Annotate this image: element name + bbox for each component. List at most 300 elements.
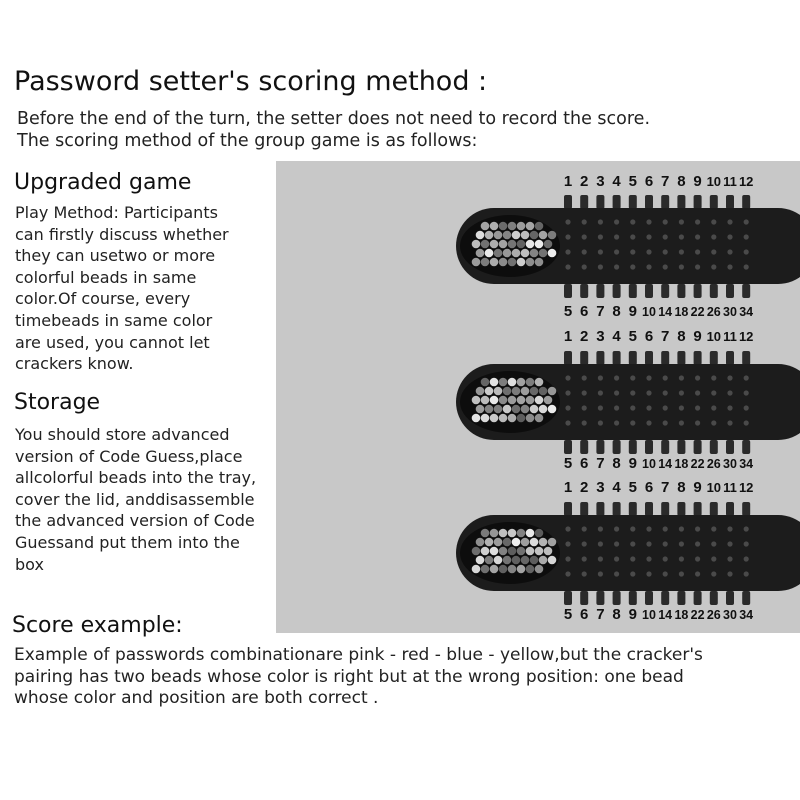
peg-bottom [661,440,669,454]
guess-hole [663,556,668,561]
guess-hole [646,541,651,546]
guess-hole [598,375,603,380]
score-number-bottom: 18 [674,608,689,622]
colored-bead [490,565,499,574]
peg-number-top: 11 [723,174,737,189]
peg-top [710,502,718,516]
guess-hole [598,219,603,224]
guess-hole [744,375,749,380]
guess-hole [630,234,635,239]
guess-hole [744,420,749,425]
colored-bead [535,414,544,423]
colored-bead [530,231,539,240]
peg-top [645,195,653,209]
guess-hole [598,264,603,269]
guess-hole [695,556,700,561]
guess-hole [598,249,603,254]
guess-hole [679,420,684,425]
guess-hole [663,571,668,576]
peg-top [661,195,669,209]
score-number-bottom: 14 [658,457,673,471]
guess-hole [565,219,570,224]
colored-bead [490,529,499,538]
colored-bead [517,222,526,231]
score-number-bottom: 10 [642,305,656,319]
peg-bottom [596,284,604,298]
peg-number-top: 10 [706,480,722,495]
score-number-bottom: 30 [723,608,737,622]
colored-bead [494,387,503,396]
score-number-bottom: 5 [563,455,573,472]
peg-top [613,502,621,516]
guess-hole [711,375,716,380]
guess-hole [711,219,716,224]
text-line: timebeads in same color [15,310,213,330]
colored-bead [530,556,539,565]
guess-hole [663,264,668,269]
peg-bottom [629,440,637,454]
guess-hole [727,526,732,531]
colored-bead [521,538,530,547]
colored-bead [530,387,539,396]
colored-bead [485,249,494,258]
peg-top [564,195,572,209]
peg-top [694,502,702,516]
guess-hole [582,571,587,576]
guess-hole [598,420,603,425]
text-line: You should store advanced [15,425,230,444]
colored-bead [503,231,512,240]
colored-bead [490,222,499,231]
guess-hole [646,556,651,561]
colored-bead [521,556,530,565]
guess-hole [614,264,619,269]
peg-top [596,351,604,365]
colored-bead [481,396,490,405]
peg-number-top: 4 [612,328,621,345]
colored-bead [494,538,503,547]
guess-hole [744,264,749,269]
guess-hole [614,219,619,224]
peg-bottom [629,284,637,298]
peg-bottom [710,284,718,298]
peg-number-top: 9 [693,173,702,190]
guess-hole [695,405,700,410]
guess-hole [630,556,635,561]
guess-hole [744,249,749,254]
guess-hole [565,264,570,269]
guess-hole [663,375,668,380]
colored-bead [508,529,517,538]
colored-bead [517,240,526,249]
peg-top [613,195,621,209]
guess-hole [695,249,700,254]
peg-top [580,502,588,516]
guess-hole [565,541,570,546]
guess-hole [727,541,732,546]
game-board-illustration [276,161,800,633]
peg-number-top: 7 [661,479,670,496]
colored-bead [472,414,481,423]
guess-hole [646,390,651,395]
guess-hole [695,420,700,425]
colored-bead [499,258,508,267]
colored-bead [485,538,494,547]
peg-number-top: 8 [677,173,686,190]
colored-bead [548,556,557,565]
guess-hole [727,375,732,380]
colored-bead [503,249,512,258]
guess-hole [582,219,587,224]
intro-line: The scoring method of the group game is as follows: [17,131,478,151]
guess-hole [614,571,619,576]
peg-bottom [726,284,734,298]
guess-hole [744,571,749,576]
colored-bead [508,240,517,249]
peg-bottom [677,440,685,454]
peg-number-top: 7 [661,173,670,190]
peg-top [629,195,637,209]
text-line: Example of passwords combinationare pink - red - blue - yellow,but the cracker's [14,645,703,665]
page-title: Password setter's scoring method : [14,66,488,97]
colored-bead [539,231,548,240]
score-number-bottom: 30 [723,457,737,471]
guess-hole [711,405,716,410]
colored-bead [481,258,490,267]
guess-hole [598,526,603,531]
guess-hole [695,541,700,546]
colored-bead [490,378,499,387]
guess-hole [744,526,749,531]
score-number-bottom: 26 [706,305,721,319]
peg-top [710,195,718,209]
peg-number-top: 8 [677,328,686,345]
text-line: whose color and position are both correct . [14,688,379,708]
text-line: Guessand put them into the [15,532,240,552]
peg-number-top: 12 [738,480,754,495]
guess-hole [582,420,587,425]
peg-number-top: 11 [723,329,737,344]
guess-hole [565,571,570,576]
colored-bead [535,222,544,231]
peg-number-top: 8 [677,479,686,496]
guess-hole [630,249,635,254]
guess-hole [663,420,668,425]
peg-top [580,351,588,365]
guess-hole [630,375,635,380]
guess-hole [679,234,684,239]
guess-hole [630,405,635,410]
peg-number-top: 1 [563,328,573,345]
score-number-bottom: 18 [674,457,689,471]
guess-hole [646,526,651,531]
peg-bottom [564,284,572,298]
score-number-bottom: 22 [690,457,705,471]
guess-hole [565,420,570,425]
colored-bead [526,565,535,574]
peg-number-top: 3 [596,173,605,190]
guess-hole [565,375,570,380]
colored-bead [521,249,530,258]
guess-hole [711,420,716,425]
guess-hole [614,234,619,239]
guess-hole [646,249,651,254]
guess-hole [711,234,716,239]
text-line: they can usetwo or more [15,246,216,266]
text-line: Play Method: Participants [15,203,218,222]
score-number-bottom: 26 [706,608,721,622]
guess-hole [744,405,749,410]
guess-hole [630,219,635,224]
colored-bead [476,231,485,240]
score-number-bottom: 14 [658,608,673,622]
guess-hole [582,234,587,239]
guess-hole [695,571,700,576]
guess-hole [614,375,619,380]
peg-number-top: 5 [628,173,637,190]
score-number-bottom: 7 [596,303,605,320]
guess-hole [695,526,700,531]
guess-hole [679,219,684,224]
colored-bead [503,405,512,414]
peg-top [742,195,750,209]
peg-bottom [694,591,702,605]
guess-hole [695,219,700,224]
colored-bead [499,529,508,538]
colored-bead [535,529,544,538]
score-number-bottom: 7 [596,455,605,472]
guess-hole [711,541,716,546]
guess-hole [614,249,619,254]
peg-bottom [564,591,572,605]
peg-bottom [580,284,588,298]
peg-bottom [629,591,637,605]
game-board-photo [276,161,800,633]
colored-bead [539,556,548,565]
score-number-bottom: 6 [580,455,589,472]
colored-bead [490,547,499,556]
guess-hole [582,526,587,531]
guess-hole [744,556,749,561]
peg-bottom [677,591,685,605]
guess-hole [727,571,732,576]
colored-bead [472,565,481,574]
peg-bottom [677,284,685,298]
text-line: color.Of course, every [15,289,191,309]
peg-number-top: 2 [580,479,589,496]
colored-bead [508,396,517,405]
peg-bottom [564,440,572,454]
colored-bead [539,405,548,414]
colored-bead [548,538,557,547]
colored-bead [490,240,499,249]
colored-bead [476,249,485,258]
colored-bead [499,414,508,423]
colored-bead [512,538,521,547]
peg-top [726,351,734,365]
guess-hole [598,234,603,239]
peg-bottom [694,440,702,454]
score-number-bottom: 8 [612,606,621,623]
storage-text [15,424,256,575]
guess-hole [711,264,716,269]
guess-hole [598,541,603,546]
text-line: the advanced version of Code [15,511,255,531]
colored-bead [548,231,557,240]
colored-bead [517,258,526,267]
colored-bead [508,222,517,231]
peg-top [645,502,653,516]
intro-text [17,108,650,152]
colored-bead [499,378,508,387]
guess-hole [614,541,619,546]
colored-bead [526,222,535,231]
colored-bead [548,387,557,396]
peg-number-top: 6 [644,328,654,345]
upgraded-game-text [15,202,229,375]
peg-bottom [613,284,621,298]
colored-bead [499,565,508,574]
colored-bead [476,538,485,547]
colored-bead [472,547,481,556]
colored-bead [526,378,535,387]
peg-top [661,502,669,516]
peg-number-top: 12 [738,174,754,189]
score-number-bottom: 8 [612,455,621,472]
guess-hole [646,234,651,239]
colored-bead [517,396,526,405]
colored-bead [517,529,526,538]
colored-bead [539,387,548,396]
peg-number-top: 1 [563,173,573,190]
peg-top [726,195,734,209]
guess-hole [711,556,716,561]
colored-bead [499,547,508,556]
guess-hole [744,219,749,224]
peg-bottom [742,591,750,605]
colored-bead [548,249,557,258]
score-number-bottom: 8 [612,303,621,320]
text-line: cover the lid, anddisassemble [15,489,255,509]
guess-hole [614,420,619,425]
colored-bead [494,556,503,565]
colored-bead [481,378,490,387]
score-number-bottom: 34 [739,305,754,319]
peg-number-top: 2 [580,328,589,345]
colored-bead [539,538,548,547]
peg-number-top: 4 [612,479,621,496]
guess-hole [565,390,570,395]
colored-bead [526,396,535,405]
peg-top [580,195,588,209]
guess-hole [598,405,603,410]
score-number-bottom: 9 [628,303,637,320]
score-number-bottom: 30 [723,305,737,319]
colored-bead [508,378,517,387]
peg-number-top: 12 [738,329,754,344]
colored-bead [481,414,490,423]
peg-bottom [710,591,718,605]
text-line: allcolorful beads into the tray, [15,468,257,488]
intro-line: Before the end of the turn, the setter does not need to record the score. [17,109,651,129]
colored-bead [512,387,521,396]
text-line: colorful beads in same [15,267,197,287]
colored-bead [481,565,490,574]
text-line: are used, you cannot let [15,332,210,352]
guess-hole [614,390,619,395]
peg-bottom [613,591,621,605]
text-line: crackers know. [15,354,134,374]
colored-bead [485,405,494,414]
guess-hole [727,420,732,425]
guess-hole [695,234,700,239]
colored-bead [526,414,535,423]
colored-bead [517,565,526,574]
score-number-bottom: 6 [580,606,589,623]
colored-bead [530,405,539,414]
colored-bead [508,258,517,267]
peg-top [694,195,702,209]
score-number-bottom: 5 [563,303,573,320]
text-line: pairing has two beads whose color is right but at the wrong position: one bead [14,666,684,687]
peg-top [645,351,653,365]
score-number-bottom: 5 [563,606,573,623]
guess-hole [630,526,635,531]
guess-hole [582,249,587,254]
score-number-bottom: 22 [690,305,705,319]
peg-bottom [661,284,669,298]
colored-bead [476,405,485,414]
peg-bottom [645,591,653,605]
peg-top [629,502,637,516]
peg-top [677,195,685,209]
guess-hole [646,264,651,269]
colored-bead [481,547,490,556]
colored-bead [530,249,539,258]
guess-hole [630,264,635,269]
colored-bead [490,258,499,267]
score-example-text [14,645,703,710]
colored-bead [472,396,481,405]
guess-hole [663,390,668,395]
peg-number-top: 5 [628,479,637,496]
colored-bead [535,565,544,574]
colored-bead [508,547,517,556]
peg-number-top: 2 [580,173,589,190]
colored-bead [508,565,517,574]
peg-number-top: 4 [612,173,621,190]
peg-number-top: 5 [628,328,637,345]
colored-bead [476,556,485,565]
peg-number-top: 1 [563,479,573,496]
guess-hole [598,571,603,576]
peg-top [564,351,572,365]
guess-hole [679,264,684,269]
score-number-bottom: 26 [706,457,721,471]
colored-bead [539,249,548,258]
colored-bead [485,231,494,240]
colored-bead [544,547,553,556]
guess-hole [663,249,668,254]
colored-bead [494,405,503,414]
upgraded-game-heading: Upgraded game [14,170,192,195]
guess-hole [582,556,587,561]
guess-hole [711,571,716,576]
colored-bead [535,378,544,387]
colored-bead [499,396,508,405]
guess-hole [630,420,635,425]
guess-hole [679,405,684,410]
